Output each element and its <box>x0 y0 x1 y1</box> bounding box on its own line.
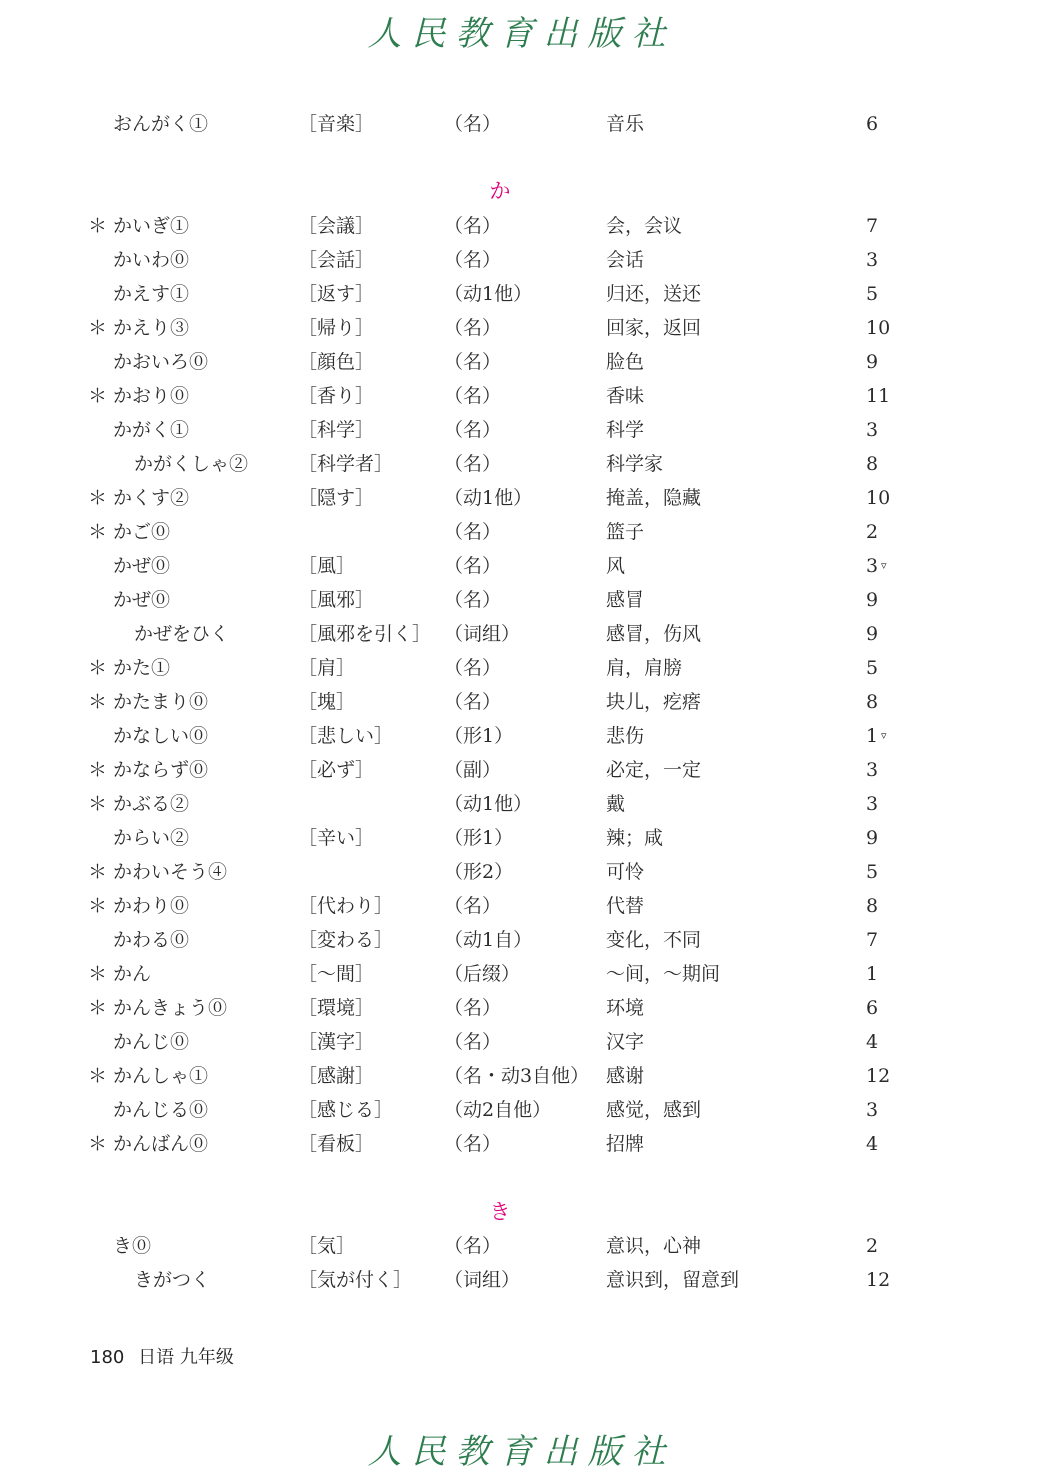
entry-meaning: 感谢 <box>606 1065 645 1087</box>
triangle-mark-icon: ▿ <box>881 729 887 742</box>
entry-kanji: ［会議］ <box>298 215 375 237</box>
entry-meaning: 可怜 <box>606 861 645 883</box>
entry-kana: かえす① <box>113 283 190 305</box>
entry-kanji: ［変わる］ <box>298 929 394 951</box>
entry-part-of-speech: （名・动3自他） <box>444 1065 590 1087</box>
entry-kana: かぜをひく <box>134 623 230 645</box>
vocab-entry <box>0 685 1043 719</box>
entry-part-of-speech: （动1他） <box>444 793 533 815</box>
entry-kana: かん <box>113 963 152 985</box>
entry-kana: かんしゃ① <box>113 1065 209 1087</box>
entry-lesson: 1 <box>866 725 879 747</box>
vocab-entry <box>0 889 1043 923</box>
vocab-entry <box>0 617 1043 651</box>
entry-meaning: 变化，不同 <box>606 929 702 951</box>
section-heading-ki: き <box>489 1200 511 1224</box>
entry-kanji: ［帰り］ <box>298 317 375 339</box>
entry-part-of-speech: （动1自） <box>444 929 533 951</box>
entry-part-of-speech: （名） <box>444 997 502 1019</box>
entry-lesson: 3 <box>866 419 879 441</box>
vocab-entry <box>0 379 1043 413</box>
vocab-entry <box>0 1025 1043 1059</box>
vocab-entry <box>0 923 1043 957</box>
entry-kanji: ［漢字］ <box>298 1031 375 1053</box>
entry-kana: かご⓪ <box>113 521 171 543</box>
entry-kanji: ［悲しい］ <box>298 725 394 747</box>
entry-part-of-speech: （名） <box>444 1235 502 1257</box>
entry-part-of-speech: （名） <box>444 453 502 475</box>
entry-kanji: ［代わり］ <box>298 895 394 917</box>
entry-meaning: 招牌 <box>606 1133 645 1155</box>
entry-kana: かぜ⓪ <box>113 589 171 611</box>
entry-star-marker: ＊ <box>88 1133 108 1155</box>
entry-lesson: 3 <box>866 759 879 781</box>
entry-lesson: 5 <box>866 657 879 679</box>
entry-meaning: 香味 <box>606 385 645 407</box>
vocab-entry <box>0 447 1043 481</box>
vocab-entry <box>0 855 1043 889</box>
entry-kanji: ［返す］ <box>298 283 375 305</box>
entry-kana: かがくしゃ② <box>134 453 249 475</box>
vocab-entry <box>0 413 1043 447</box>
entry-star-marker: ＊ <box>88 1065 108 1087</box>
entry-lesson: 6 <box>866 997 879 1019</box>
entry-kanji: ［風］ <box>298 555 356 577</box>
entry-part-of-speech: （名） <box>444 385 502 407</box>
entry-kana: かんきょう⓪ <box>113 997 228 1019</box>
entry-meaning: 篮子 <box>606 521 645 543</box>
entry-lesson: 10 <box>866 317 891 339</box>
vocab-entry <box>0 549 1043 583</box>
entry-lesson: 8 <box>866 691 879 713</box>
entry-lesson: 10 <box>866 487 891 509</box>
entry-lesson: 3 <box>866 1099 879 1121</box>
triangle-mark-icon: ▿ <box>881 559 887 572</box>
entry-kanji: ［気が付く］ <box>298 1269 413 1291</box>
entry-lesson: 3 <box>866 555 879 577</box>
entry-lesson: 2 <box>866 521 879 543</box>
vocab-entry <box>0 753 1043 787</box>
entry-part-of-speech: （副） <box>444 759 502 781</box>
entry-kana: かぶる② <box>113 793 190 815</box>
vocab-entry <box>0 311 1043 345</box>
entry-star-marker: ＊ <box>88 385 108 407</box>
entry-lesson: 7 <box>866 215 879 237</box>
entry-meaning: 会话 <box>606 249 645 271</box>
entry-star-marker: ＊ <box>88 215 108 237</box>
entry-meaning: 必定，一定 <box>606 759 702 781</box>
vocab-entry <box>0 1263 1043 1297</box>
entry-part-of-speech: （名） <box>444 555 502 577</box>
entry-meaning: 感冒 <box>606 589 645 611</box>
entry-meaning: 科学家 <box>606 453 664 475</box>
entry-kana: かえり③ <box>113 317 190 339</box>
entry-kanji: ［風邪を引く］ <box>298 623 432 645</box>
vocab-entry <box>0 1127 1043 1161</box>
entry-star-marker: ＊ <box>88 997 108 1019</box>
vocab-entry <box>0 719 1043 753</box>
entry-star-marker: ＊ <box>88 521 108 543</box>
entry-kanji: ［音楽］ <box>298 113 375 135</box>
entry-kanji: ［塊］ <box>298 691 356 713</box>
entry-part-of-speech: （动1他） <box>444 283 533 305</box>
entry-kana: かわる⓪ <box>113 929 190 951</box>
entry-lesson: 9 <box>866 827 879 849</box>
entry-lesson: 3 <box>866 249 879 271</box>
entry-meaning: 风 <box>606 555 626 577</box>
entry-kanji: ［環境］ <box>298 997 375 1019</box>
entry-part-of-speech: （名） <box>444 317 502 339</box>
entry-kana: かならず⓪ <box>113 759 209 781</box>
entry-part-of-speech: （名） <box>444 1031 502 1053</box>
entry-kanji: ［肩］ <box>298 657 356 679</box>
book-title: 日语 九年级 <box>138 1347 234 1368</box>
entry-kanji: ［会話］ <box>298 249 375 271</box>
entry-kana: かいわ⓪ <box>113 249 190 271</box>
entry-meaning: 脸色 <box>606 351 645 373</box>
entry-meaning: 意识到，留意到 <box>606 1269 740 1291</box>
entry-lesson: 12 <box>866 1269 891 1291</box>
entry-part-of-speech: （名） <box>444 589 502 611</box>
entry-kanji: ［香り］ <box>298 385 375 407</box>
entry-meaning: 戴 <box>606 793 626 815</box>
vocab-entry <box>0 277 1043 311</box>
vocab-entry <box>0 481 1043 515</box>
entry-star-marker: ＊ <box>88 793 108 815</box>
entry-meaning: 汉字 <box>606 1031 645 1053</box>
entry-meaning: ～间，～期间 <box>606 963 721 985</box>
entry-meaning: 归还，送还 <box>606 283 702 305</box>
entry-kana: かんじ⓪ <box>113 1031 190 1053</box>
page-footer <box>90 1343 234 1369</box>
entry-lesson: 1 <box>866 963 879 985</box>
entry-kanji: ［感じる］ <box>298 1099 394 1121</box>
vocab-entry <box>0 583 1043 617</box>
entry-kana: かた① <box>113 657 171 679</box>
entry-part-of-speech: （名） <box>444 113 502 135</box>
entry-lesson: 8 <box>866 453 879 475</box>
vocab-entry <box>0 1229 1043 1263</box>
entry-lesson: 6 <box>866 113 879 135</box>
entry-kanji: ［必ず］ <box>298 759 375 781</box>
entry-kana: かんばん⓪ <box>113 1133 209 1155</box>
entry-star-marker: ＊ <box>88 895 108 917</box>
entry-lesson: 2 <box>866 1235 879 1257</box>
entry-lesson: 8 <box>866 895 879 917</box>
vocab-entry <box>0 209 1043 243</box>
entry-star-marker: ＊ <box>88 317 108 339</box>
entry-meaning: 块儿，疙瘩 <box>606 691 702 713</box>
entry-part-of-speech: （名） <box>444 691 502 713</box>
entry-lesson: 3 <box>866 793 879 815</box>
entry-meaning: 悲伤 <box>606 725 645 747</box>
entry-kanji: ［風邪］ <box>298 589 375 611</box>
entry-lesson: 11 <box>866 385 891 407</box>
entry-kana: きがつく <box>134 1269 211 1291</box>
entry-lesson: 9 <box>866 589 879 611</box>
entry-kanji: ［隠す］ <box>298 487 375 509</box>
entry-lesson: 7 <box>866 929 879 951</box>
entry-kana: かくす② <box>113 487 190 509</box>
entry-star-marker: ＊ <box>88 963 108 985</box>
entry-kana: かたまり⓪ <box>113 691 209 713</box>
entry-meaning: 环境 <box>606 997 645 1019</box>
entry-lesson: 9 <box>866 351 879 373</box>
entry-kanji: ［感謝］ <box>298 1065 375 1087</box>
entry-kanji: ［顔色］ <box>298 351 375 373</box>
entry-part-of-speech: （动2自他） <box>444 1099 552 1121</box>
entry-part-of-speech: （名） <box>444 419 502 441</box>
entry-part-of-speech: （名） <box>444 215 502 237</box>
vocab-entry <box>0 957 1043 991</box>
entry-lesson: 5 <box>866 283 879 305</box>
entry-part-of-speech: （名） <box>444 249 502 271</box>
entry-lesson: 4 <box>866 1031 879 1053</box>
entry-meaning: 辣；咸 <box>606 827 664 849</box>
entry-kana: かんじる⓪ <box>113 1099 209 1121</box>
entry-meaning: 感觉，感到 <box>606 1099 702 1121</box>
entry-part-of-speech: （后缀） <box>444 963 521 985</box>
entry-meaning: 肩，肩膀 <box>606 657 683 679</box>
vocab-entry <box>0 1059 1043 1093</box>
entry-meaning: 会，会议 <box>606 215 683 237</box>
entry-kana: かわいそう④ <box>113 861 228 883</box>
entry-part-of-speech: （形1） <box>444 725 514 747</box>
entry-lesson: 9 <box>866 623 879 645</box>
entry-kana: かぜ⓪ <box>113 555 171 577</box>
entry-part-of-speech: （名） <box>444 521 502 543</box>
entry-kanji: ［辛い］ <box>298 827 375 849</box>
vocab-entry <box>0 1093 1043 1127</box>
entry-kana: かいぎ① <box>113 215 190 237</box>
entry-kanji: ［科学者］ <box>298 453 394 475</box>
entry-kana: かがく① <box>113 419 190 441</box>
entry-part-of-speech: （动1他） <box>444 487 533 509</box>
entry-kana: おんがく① <box>113 113 209 135</box>
entry-meaning: 掩盖，隐藏 <box>606 487 702 509</box>
entry-part-of-speech: （形2） <box>444 861 514 883</box>
entry-part-of-speech: （名） <box>444 657 502 679</box>
vocab-entry <box>0 107 1043 141</box>
entry-meaning: 代替 <box>606 895 645 917</box>
entry-part-of-speech: （名） <box>444 1133 502 1155</box>
entry-kana: からい② <box>113 827 190 849</box>
vocab-entry <box>0 991 1043 1025</box>
entry-kana: かなしい⓪ <box>113 725 209 747</box>
entry-part-of-speech: （词组） <box>444 623 521 645</box>
entry-star-marker: ＊ <box>88 691 108 713</box>
entry-lesson: 12 <box>866 1065 891 1087</box>
vocab-entry <box>0 787 1043 821</box>
vocab-entry <box>0 651 1043 685</box>
entry-part-of-speech: （名） <box>444 351 502 373</box>
entry-star-marker: ＊ <box>88 759 108 781</box>
entry-kanji: ［気］ <box>298 1235 356 1257</box>
entry-kanji: ［看板］ <box>298 1133 375 1155</box>
entry-lesson: 5 <box>866 861 879 883</box>
publisher-logo-top: 人民教育出版社 <box>367 14 676 54</box>
entry-kana: き⓪ <box>113 1235 152 1257</box>
vocab-entry <box>0 515 1043 549</box>
page-number: 180 <box>90 1347 125 1368</box>
entry-kana: かおり⓪ <box>113 385 190 407</box>
vocab-entry <box>0 821 1043 855</box>
entry-part-of-speech: （名） <box>444 895 502 917</box>
entry-meaning: 科学 <box>606 419 645 441</box>
entry-meaning: 音乐 <box>606 113 645 135</box>
entry-kana: かおいろ⓪ <box>113 351 209 373</box>
entry-kanji: ［科学］ <box>298 419 375 441</box>
entry-star-marker: ＊ <box>88 861 108 883</box>
entry-meaning: 意识，心神 <box>606 1235 702 1257</box>
entry-part-of-speech: （形1） <box>444 827 514 849</box>
section-heading-ka: か <box>489 179 511 203</box>
vocab-entry <box>0 345 1043 379</box>
entry-meaning: 回家，返回 <box>606 317 702 339</box>
entry-lesson: 4 <box>866 1133 879 1155</box>
entry-kanji: ［～間］ <box>298 963 375 985</box>
entry-star-marker: ＊ <box>88 657 108 679</box>
entry-kana: かわり⓪ <box>113 895 190 917</box>
entry-star-marker: ＊ <box>88 487 108 509</box>
entry-meaning: 感冒，伤风 <box>606 623 702 645</box>
entry-part-of-speech: （词组） <box>444 1269 521 1291</box>
vocab-entry <box>0 243 1043 277</box>
publisher-logo-bottom: 人民教育出版社 <box>367 1432 676 1472</box>
